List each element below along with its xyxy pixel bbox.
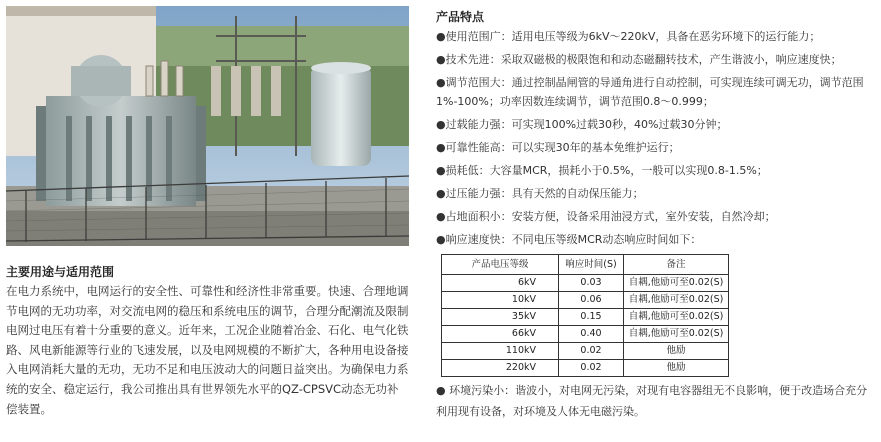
cell-voltage: 110kV [442, 342, 559, 359]
table-row [442, 274, 729, 291]
table-row [442, 359, 729, 376]
usage-paragraph: 在电力系统中，电网运行的安全性、可靠性和经济性非常重要。快速、合理地调节电网的无功功率，对交流电网的稳压和系统电压的调节，合理分配潮流及限制电网过电压有着十分重要的意义。近年来，工况企业随着冶金、石化、电气化铁路、风电新能源等行业的飞速发展，以及电网规模的不断扩大，各种用电设备接入电网消耗大量的无功，无功不足和电压波动大的问题日益突出。为确保电力系统的安全、稳定运行，我公司推出具有世界领先水平的QZ-CPSVC动态无功补偿装置。 [6, 284, 409, 416]
feature-item: ●过载能力强：可实现100%过载30秒，40%过载30分钟； [436, 117, 728, 131]
cell-note: 自耦,他励可至0.02(S) [624, 308, 729, 325]
response-time-table-wrap [436, 254, 876, 377]
header-note: 备注 [624, 254, 729, 274]
cell-response: 0.15 [559, 308, 624, 325]
features-title: 产品特点 [436, 10, 485, 24]
feature-item: ●技术先进：采取双磁极的极限饱和和动态磁翻转技术，产生谐波小，响应速度快； [436, 53, 842, 66]
header-voltage: 产品电压等级 [442, 254, 559, 274]
cell-note: 自耦,他励可至0.02(S) [624, 274, 729, 291]
usage-section-title: 主要用途与适用范围 [6, 265, 115, 279]
features-panel [436, 6, 876, 422]
cell-note: 他励 [624, 359, 729, 376]
environment-feature: ● 环境污染小：谐波小，对电网无污染，对现有电容器组无不良影响，便于改造场合充分利用现有设备，对环境及人体无电磁污染。 [436, 383, 868, 418]
table-row [442, 291, 729, 308]
feature-item: ●可靠性能高：可以实现30年的基本免维护运行； [436, 140, 680, 154]
cell-voltage: 66kV [442, 325, 559, 342]
feature-item: ●调节范围大：通过控制晶闸管的导通角进行自动控制，可实现连续可调无功，调节范围1%-100%；功率因数连续调节，调节范围0.8～0.999； [436, 76, 864, 108]
cell-response: 0.02 [559, 359, 624, 376]
feature-item: ●占地面积小：安装方便，设备采用油浸方式，室外安装，自然冷却； [436, 209, 776, 223]
feature-item: ●使用范围广：适用电压等级为6kV～220kV，具备在恶劣环境下的运行能力； [436, 30, 821, 43]
cell-voltage: 220kV [442, 359, 559, 376]
table-row [442, 308, 729, 325]
cell-response: 0.40 [559, 325, 624, 342]
table-header-row [442, 254, 729, 274]
cell-note: 他励 [624, 342, 729, 359]
cell-response: 0.03 [559, 274, 624, 291]
feature-item: ●过压能力强：具有天然的自动保压能力； [436, 186, 644, 200]
cell-voltage: 6kV [442, 274, 559, 291]
header-response: 响应时间(S) [559, 254, 624, 274]
cell-response: 0.02 [559, 342, 624, 359]
response-time-table [441, 254, 729, 377]
cell-note: 自耦,他励可至0.02(S) [624, 291, 729, 308]
cell-voltage: 10kV [442, 291, 559, 308]
feature-item: ●响应速度快：不同电压等级MCR动态响应时间如下： [436, 232, 702, 246]
cell-note: 自耦,他励可至0.02(S) [624, 325, 729, 342]
cell-voltage: 35kV [442, 308, 559, 325]
table-row [442, 342, 729, 359]
product-photo [6, 6, 409, 246]
table-row [442, 325, 729, 342]
cell-response: 0.06 [559, 291, 624, 308]
feature-item: ●损耗低：大容量MCR，损耗小于0.5%，一般可以实现0.8-1.5%； [436, 163, 768, 177]
